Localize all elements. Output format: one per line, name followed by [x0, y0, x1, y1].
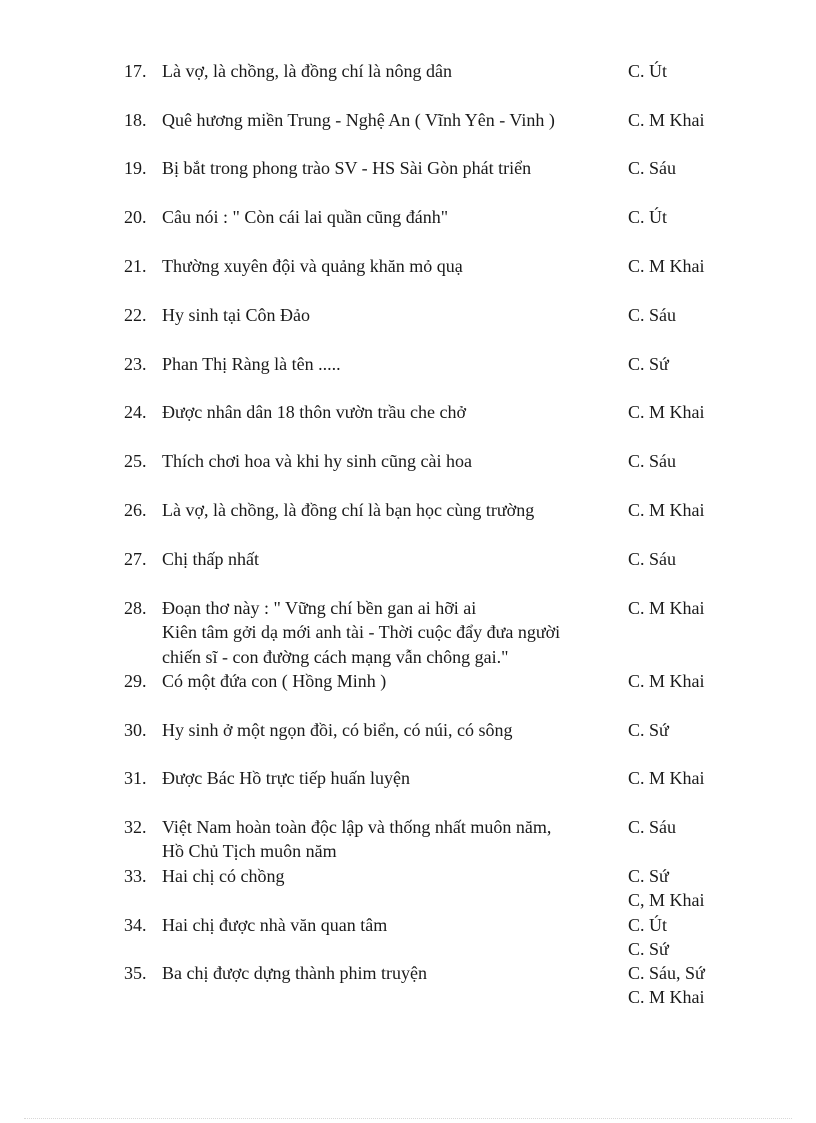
item-text-line: Hy sinh ở một ngọn đồi, có biển, có núi, có sông	[162, 720, 513, 740]
item-text	[162, 205, 622, 229]
item-answer-line: C. M Khai	[628, 768, 705, 788]
item-text	[162, 718, 622, 742]
item-number: 23.	[124, 354, 147, 374]
item-answer	[628, 108, 705, 132]
item-answer	[628, 400, 705, 424]
item-answer	[628, 766, 705, 790]
item-answer	[628, 815, 676, 839]
item-answer	[628, 913, 669, 962]
item-answer	[628, 303, 676, 327]
item-text-line: Là vợ, là chồng, là đồng chí là nông dân	[162, 61, 452, 81]
item-number: 19.	[124, 158, 147, 178]
item-answer-line: C. M Khai	[628, 500, 705, 520]
item-text-line: Có một đứa con ( Hồng Minh )	[162, 671, 387, 691]
item-answer-line: C. M Khai	[628, 256, 705, 276]
item-answer	[628, 156, 676, 180]
item-number: 20.	[124, 207, 147, 227]
item-text	[162, 59, 622, 83]
item-answer-line: C. Sáu	[628, 451, 677, 471]
item-answer-line: C. Sứ	[628, 939, 669, 960]
item-answer-line: C. Sáu	[628, 817, 677, 837]
item-answer-line: C. Út	[628, 207, 668, 227]
item-text	[162, 400, 622, 424]
item-answer-line: C. Sáu	[628, 549, 677, 569]
item-text	[162, 547, 622, 571]
item-text	[162, 913, 622, 937]
item-text-line: Được Bác Hồ trực tiếp huấn luyện	[162, 768, 410, 788]
item-answer-line: C. Sứ	[628, 866, 669, 886]
item-number: 35.	[124, 963, 147, 983]
item-answer	[628, 547, 676, 571]
item-number: 24.	[124, 402, 147, 422]
item-answer-line: C. M Khai	[628, 671, 705, 691]
item-text-line: Hồ Chủ Tịch muôn năm	[162, 841, 337, 862]
item-text	[162, 961, 622, 985]
item-answer	[628, 205, 667, 229]
item-text-line: Được nhân dân 18 thôn vườn trầu che chở	[162, 402, 466, 422]
item-text	[162, 156, 622, 180]
item-answer	[628, 718, 669, 742]
item-text	[162, 449, 622, 473]
item-text	[162, 352, 622, 376]
item-text	[162, 766, 622, 790]
item-text-line: Việt Nam hoàn toàn độc lập và thống nhất muôn năm,	[162, 817, 552, 837]
item-text-line: chiến sĩ - con đường cách mạng vẫn chông gai."	[162, 646, 509, 667]
item-answer	[628, 254, 705, 278]
item-text	[162, 254, 622, 278]
item-text-line: Hai chị có chồng	[162, 866, 285, 886]
item-text-line: Bị bắt trong phong trào SV - HS Sài Gòn phát triển	[162, 158, 532, 178]
item-answer	[628, 352, 669, 376]
item-answer	[628, 961, 705, 1010]
item-text	[162, 815, 622, 864]
item-number: 30.	[124, 720, 147, 740]
item-answer-line: C. Sáu, Sứ	[628, 963, 705, 983]
item-answer-line: C. Sáu	[628, 305, 677, 325]
item-number: 26.	[124, 500, 147, 520]
item-number: 32.	[124, 817, 147, 837]
page-divider	[24, 1118, 792, 1119]
item-number: 22.	[124, 305, 147, 325]
item-text	[162, 303, 622, 327]
item-answer	[628, 449, 676, 473]
item-number: 28.	[124, 598, 147, 618]
item-answer	[628, 596, 705, 620]
item-text-line: Đoạn thơ này : " Vững chí bền gan ai hỡi ai	[162, 598, 477, 618]
item-answer-line: C. Sứ	[628, 720, 669, 740]
item-number: 33.	[124, 866, 147, 886]
item-number: 25.	[124, 451, 147, 471]
item-text-line: Kiên tâm gởi dạ mới anh tài - Thời cuộc đẩy đưa người	[162, 622, 561, 643]
item-number: 18.	[124, 110, 147, 130]
item-text-line: Hy sinh tại Côn Đảo	[162, 305, 310, 325]
item-number: 34.	[124, 915, 147, 935]
item-answer-line: C. M Khai	[628, 598, 705, 618]
item-answer-line: C. M Khai	[628, 987, 705, 1008]
item-answer	[628, 864, 705, 913]
item-text	[162, 108, 622, 132]
item-answer-line: C. Sứ	[628, 354, 669, 374]
item-text-line: Câu nói : " Còn cái lai quần cũng đánh"	[162, 207, 449, 227]
item-text	[162, 864, 622, 888]
item-text	[162, 669, 622, 693]
item-number: 21.	[124, 256, 147, 276]
item-answer-line: C. Út	[628, 61, 668, 81]
item-text	[162, 596, 622, 669]
item-number: 29.	[124, 671, 147, 691]
item-answer-line: C. M Khai	[628, 110, 705, 130]
item-answer-line: C. Sáu	[628, 158, 677, 178]
item-answer	[628, 669, 705, 693]
item-number: 27.	[124, 549, 147, 569]
item-text-line: Phan Thị Ràng là tên .....	[162, 354, 341, 374]
item-text-line: Chị thấp nhất	[162, 549, 259, 569]
item-answer	[628, 498, 705, 522]
item-text-line: Là vợ, là chồng, là đồng chí là bạn học cùng trường	[162, 500, 535, 520]
item-number: 31.	[124, 768, 147, 788]
item-text-line: Thường xuyên đội và quảng khăn mỏ quạ	[162, 256, 463, 276]
item-answer	[628, 59, 667, 83]
item-answer-line: C. Út	[628, 915, 668, 935]
item-text-line: Hai chị được nhà văn quan tâm	[162, 915, 388, 935]
item-number: 17.	[124, 61, 147, 81]
item-text-line: Thích chơi hoa và khi hy sinh cũng cài hoa	[162, 451, 472, 471]
item-text-line: Ba chị được dựng thành phim truyện	[162, 963, 427, 983]
item-text	[162, 498, 622, 522]
item-answer-line: C. M Khai	[628, 402, 705, 422]
item-answer-line: C, M Khai	[628, 890, 705, 911]
item-text-line: Quê hương miền Trung - Nghệ An ( Vĩnh Yên - Vinh )	[162, 110, 555, 130]
